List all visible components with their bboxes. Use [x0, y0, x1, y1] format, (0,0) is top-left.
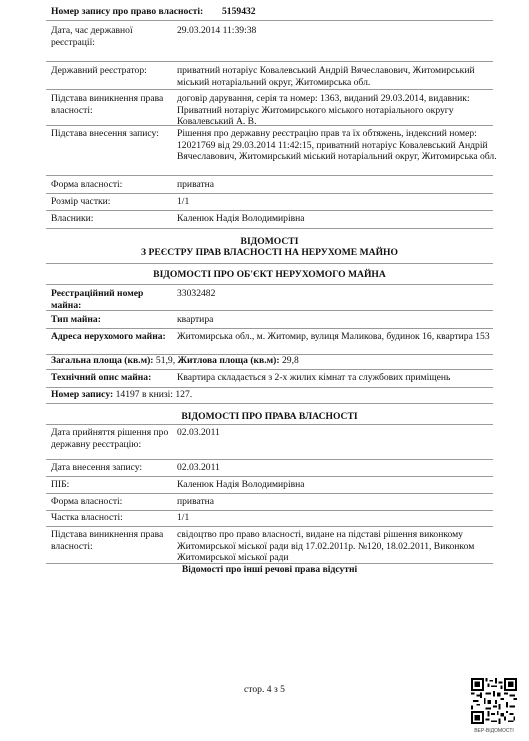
entry-date-label: Дата внесення запису: [51, 462, 143, 473]
ownership-share-value: 1/1 [177, 512, 190, 523]
rights-section-title: ВІДОМОСТІ ПРО ПРАВА ВЛАСНОСТІ [181, 411, 358, 422]
ownership-basis-value: договір дарування, серія та номер: 1363, виданий 29.03.2014, видавник: Приватний нотаріус Житомирського міського нотаріального округу Ковалевський А. В. [177, 93, 470, 128]
address-value: Житомирська обл., м. Житомир, вулиця Маликова, будинок 16, квартира 153 [177, 331, 490, 342]
record-number-value: 5159432 [222, 6, 256, 17]
rights-basis-value: свідоцтво про право власності, видане на підставі рішення виконкому Житомирської міської ради від 17.02.2011р. №120, 18.02.2011, Виконком Житомирської міської ради [177, 529, 475, 564]
ownership-share-label: Частка власності: [51, 512, 123, 523]
divider [46, 263, 493, 264]
section-title-line1: ВІДОМОСТІ [240, 236, 299, 247]
qr-caption: ВЕР-ВІДОМОСТІ [474, 728, 514, 734]
divider [46, 175, 493, 176]
living-area-label: Житлова площа (кв.м): [177, 355, 280, 366]
rights-basis-label: Підстава виникнення права власності: [51, 529, 164, 552]
ownership-basis-label: Підстава виникнення права власності: [51, 93, 164, 116]
divider [46, 424, 493, 425]
entry-date-value: 02.03.2011 [177, 462, 220, 473]
reg-number-label: Реєстраційний номер майна: [51, 288, 144, 311]
divider [46, 476, 493, 477]
registration-datetime-label: Дата, час державної реєстрації: [51, 25, 133, 48]
full-name-value: Каленюк Надія Володимирівна [177, 479, 305, 490]
divider [46, 284, 493, 285]
divider [46, 369, 493, 370]
property-type-value: квартира [177, 314, 214, 325]
divider [46, 387, 493, 388]
divider [46, 310, 493, 311]
divider [46, 89, 493, 90]
entry-basis-label: Підстава внесення запису: [51, 128, 159, 139]
tech-description-label: Технічний опис майна: [51, 372, 152, 383]
total-area-value: 51,9, [155, 355, 176, 366]
divider [46, 193, 493, 194]
rights-ownership-form-label: Форма власності: [51, 496, 123, 507]
page-number: стор. 4 з 5 [244, 684, 285, 695]
rights-ownership-form-value: приватна [177, 496, 215, 507]
registration-datetime-value: 29.03.2014 11:39:38 [177, 25, 257, 36]
area-line [51, 355, 299, 367]
book-entry-label: Номер запису: [51, 389, 114, 400]
divider [46, 20, 493, 21]
divider [46, 328, 493, 329]
share-size-label: Розмір частки: [51, 196, 111, 207]
no-other-rights-note: Відомості про інші речові права відсутні [181, 564, 358, 575]
record-number-label: Номер запису про право власності: [51, 6, 204, 17]
book-entry-line [51, 389, 192, 401]
book-entry-value: 14197 в книзі: 127. [115, 389, 193, 400]
living-area-value: 29,8 [281, 355, 299, 366]
registrar-value: приватний нотаріус Ковалевський Андрій Вячеславович, Житомирський міський нотаріальний округ, Житомирська обл. [177, 65, 475, 88]
ownership-form-label: Форма власності: [51, 179, 123, 190]
owners-value: Каленюк Надія Володимирівна [177, 213, 305, 224]
divider [46, 493, 493, 494]
divider [46, 459, 493, 460]
entry-basis-value: Рішення про державну реєстрацію прав та їх обтяжень, індексний номер: 12021769 від 29.03.2014 11:42:15, приватний нотаріус Ковалевський Андрій Вячеславович, Житомирський міський нотаріальний округ, Житомирська обл. [177, 128, 497, 163]
tech-description-value: Квартира складається з 2-х жилих кімнат та службових приміщень [177, 372, 451, 383]
divider [46, 403, 493, 404]
decision-date-value: 02.03.2011 [177, 427, 220, 438]
decision-date-label: Дата прийняття рішення про державну реєстрацію: [51, 427, 169, 450]
ownership-form-value: приватна [177, 179, 215, 190]
reg-number-value: 33032482 [177, 288, 216, 299]
divider [46, 210, 493, 211]
owners-label: Власники: [51, 213, 94, 224]
object-section-title: ВІДОМОСТІ ПРО ОБ'ЄКТ НЕРУХОМОГО МАЙНА [153, 269, 386, 280]
divider [46, 61, 493, 62]
address-label: Адреса нерухомого майна: [51, 331, 166, 342]
divider [46, 526, 493, 527]
share-size-value: 1/1 [177, 196, 190, 207]
full-name-label: ПІБ: [51, 479, 70, 490]
divider [46, 125, 493, 126]
qr-code [471, 678, 517, 724]
registrar-label: Державний реєстратор: [51, 65, 147, 76]
divider [46, 228, 493, 229]
property-type-label: Тип майна: [51, 314, 101, 325]
section-title-line2: З РЕЄСТРУ ПРАВ ВЛАСНОСТІ НА НЕРУХОМЕ МАЙНО [141, 247, 398, 258]
total-area-label: Загальна площа (кв.м): [51, 355, 154, 366]
divider [46, 510, 493, 511]
